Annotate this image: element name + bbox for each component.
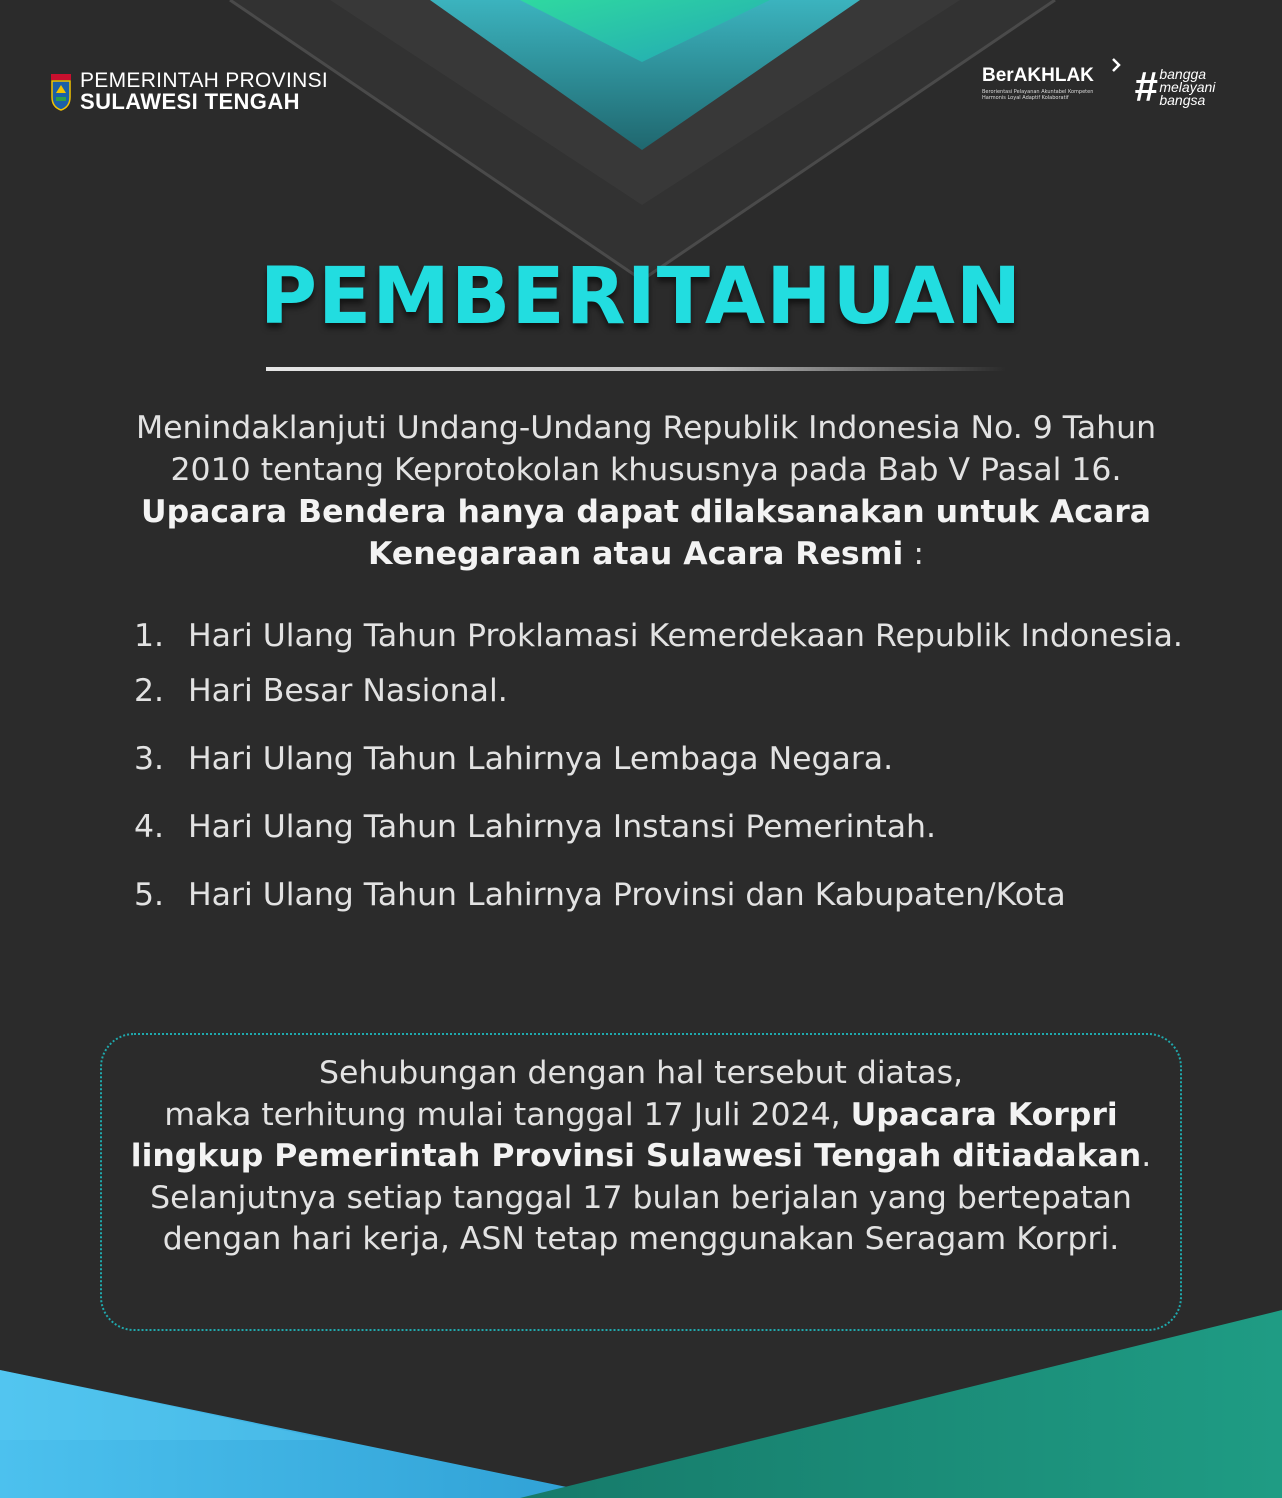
list-text: Hari Ulang Tahun Proklamasi Kemerdekaan Republik Indonesia. [188,618,1183,654]
intro-paragraph [100,407,1192,575]
list-item [134,874,1194,916]
ceremony-list [134,615,1194,916]
page-title: PEMBERITAHUAN [259,252,1023,342]
melayani-word: melayani [1159,78,1216,95]
list-text: Hari Ulang Tahun Lahirnya Instansi Pemerintah. [188,809,936,845]
header-right-logos [982,63,1216,110]
chevron-right-icon [1111,58,1121,72]
list-item [134,806,1194,848]
list-item [134,670,1194,712]
notice-text-2: maka terhitung mulai tanggal 17 Juli 2024, [164,1096,841,1133]
list-number: 4. [134,809,165,845]
sulawesi-tengah-emblem-icon [50,73,72,111]
list-number: 2. [134,673,165,709]
government-logo [50,70,328,113]
hashtag-icon: # [1134,63,1158,110]
intro-tail: : [903,536,924,572]
intro-bold-text: Upacara Bendera hanya dapat dilaksanakan untuk Acara Kenegaraan atau Acara Resmi [140,494,1151,572]
notice-bold-text: Upacara Korpri lingkup Pemerintah Provinsi Sulawesi Tengah ditiadakan [130,1096,1142,1174]
title-divider [266,367,1006,371]
list-number: 5. [134,877,165,913]
list-text: Hari Ulang Tahun Lahirnya Provinsi dan Kabupaten/Kota [188,877,1066,913]
notice-text-4: Selanjutnya setiap tanggal 17 bulan berjalan yang bertepatan dengan hari kerja, ASN tetap menggunakan Seragam Korpri. [150,1179,1132,1257]
list-item [134,615,1194,657]
list-number: 3. [134,741,165,777]
intro-text: Menindaklanjuti Undang-Undang Republik Indonesia No. 9 Tahun 2010 tentang Keprotokolan khususnya pada Bab V Pasal 16. [135,410,1157,488]
berakhlak-subtitle: Berorientasi Pelayanan Akuntabel Kompeten Harmonis Loyal Adaptif Kolaboratif [982,89,1094,101]
gov-name-line2: SULAWESI TENGAH [80,89,300,114]
notice-paragraph [100,1053,1182,1261]
list-item [134,738,1194,780]
notice-text-1: Sehubungan dengan hal tersebut diatas, [318,1055,964,1091]
bangsa-word: bangsa [1159,91,1206,108]
gov-name-line1: PEMERINTAH PROVINSI [80,69,329,92]
berakhlak-logo [982,66,1112,101]
notice-text-3: . [1141,1138,1152,1174]
bangga-melayani-bangsa-logo [1134,63,1216,110]
list-text: Hari Besar Nasional. [188,673,508,709]
list-text: Hari Ulang Tahun Lahirnya Lembaga Negara. [188,741,894,777]
berakhlak-title: BerAKHLAK [982,65,1094,86]
list-number: 1. [134,618,165,654]
bangga-word: bangga [1159,65,1207,82]
